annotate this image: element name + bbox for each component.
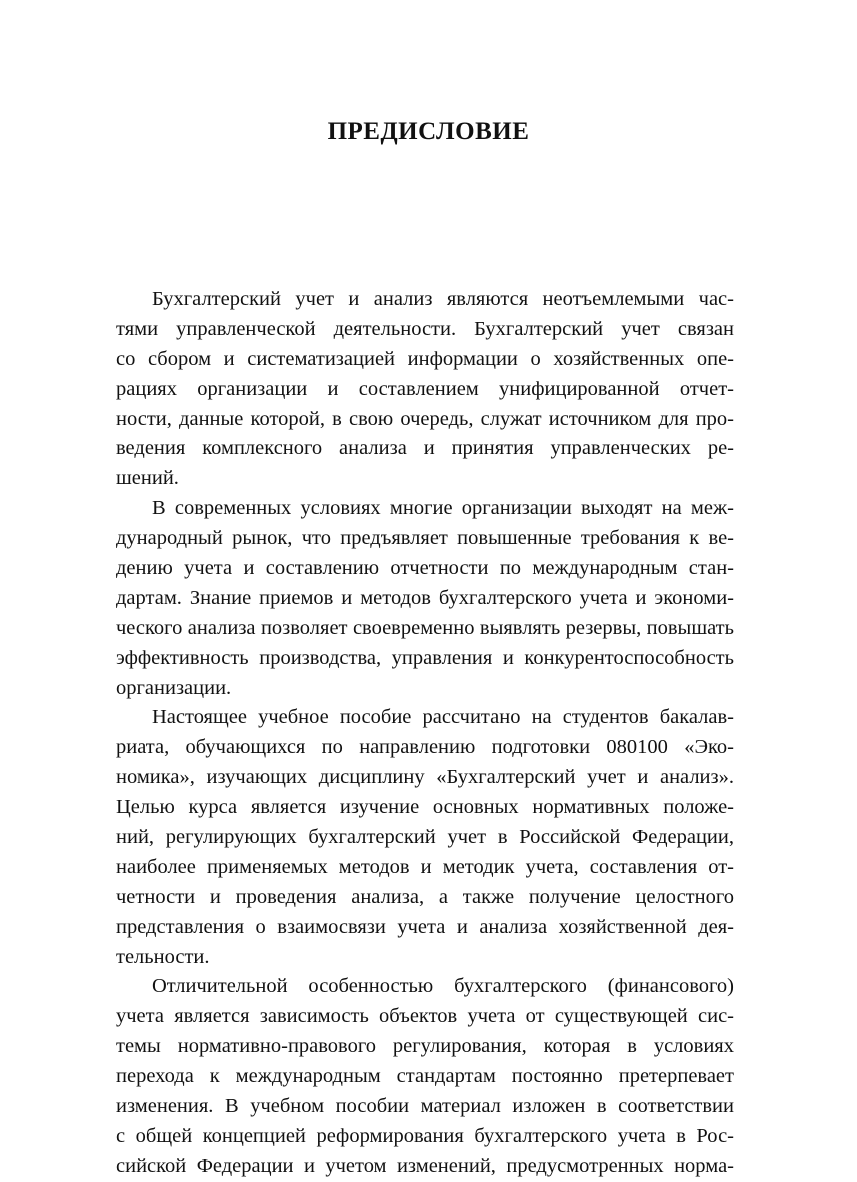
paragraph-4	[116, 972, 734, 1181]
text-line: тями управленческой деятельности. Бухгалтерский учет связан	[116, 317, 734, 340]
paragraph-3	[116, 703, 734, 972]
text-line: рациях организации и составлением унифицированной отчет-	[116, 377, 734, 400]
body-text	[116, 285, 734, 1182]
paragraph-2	[116, 494, 734, 703]
paragraph-1	[116, 285, 734, 494]
text-line: тельности.	[116, 945, 210, 968]
text-line: Бухгалтерский учет и анализ являются неотъемлемыми час-	[152, 288, 734, 310]
text-line: В современных условиях многие организации выходят на меж-	[152, 497, 734, 520]
text-line: перехода к международным стандартам постоянно претерпевает	[116, 1065, 734, 1088]
text-line: ности, данные которой, в свою очередь, служат источником для про-	[116, 407, 734, 430]
text-line: эффективность производства, управления и конкурентоспособность	[116, 646, 734, 669]
text-line: организации.	[116, 676, 232, 699]
text-line: учета является зависимость объектов учета от существующей сис-	[116, 1005, 734, 1028]
text-line: наиболее применяемых методов и методик учета, составления от-	[116, 855, 734, 878]
text-line: темы нормативно-правового регулирования, которая в условиях	[116, 1035, 734, 1058]
text-line: Отличительной особенностью бухгалтерского (финансового)	[152, 975, 734, 998]
text-line: Целью курса является изучение основных нормативных положе-	[116, 796, 734, 819]
text-line: со сбором и систематизацией информации о хозяйственных опе-	[116, 347, 734, 370]
text-line: Настоящее учебное пособие рассчитано на студентов бакалав-	[152, 706, 734, 729]
text-line: риата, обучающихся по направлению подготовки 080100 «Эко-	[116, 736, 734, 759]
text-line: с общей концепцией реформирования бухгалтерского учета в Рос-	[116, 1124, 734, 1147]
text-line: сийской Федерации и учетом изменений, предусмотренных норма-	[116, 1154, 734, 1177]
page-title: ПРЕДИСЛОВИЕ	[327, 118, 530, 145]
text-line: дартам. Знание приемов и методов бухгалтерского учета и экономи-	[116, 586, 734, 609]
text-line: дению учета и составлению отчетности по международным стан-	[116, 557, 734, 580]
text-line: представления о взаимосвязи учета и анализа хозяйственной дея-	[116, 915, 734, 938]
text-line: ческого анализа позволяет своевременно выявлять резервы, повышать	[116, 616, 734, 639]
text-line: изменения. В учебном пособии материал изложен в соответствии	[116, 1095, 734, 1118]
text-line: номика», изучающих дисциплину «Бухгалтерский учет и анализ».	[116, 766, 734, 789]
text-line: ний, регулирующих бухгалтерский учет в Российской Федерации,	[116, 826, 734, 849]
text-line: шений.	[116, 467, 179, 490]
text-line: дународный рынок, что предъявляет повышенные требования к ве-	[116, 527, 734, 550]
text-line: ведения комплексного анализа и принятия управленческих ре-	[116, 437, 734, 460]
text-line: четности и проведения анализа, а также получение целостного	[116, 885, 734, 908]
